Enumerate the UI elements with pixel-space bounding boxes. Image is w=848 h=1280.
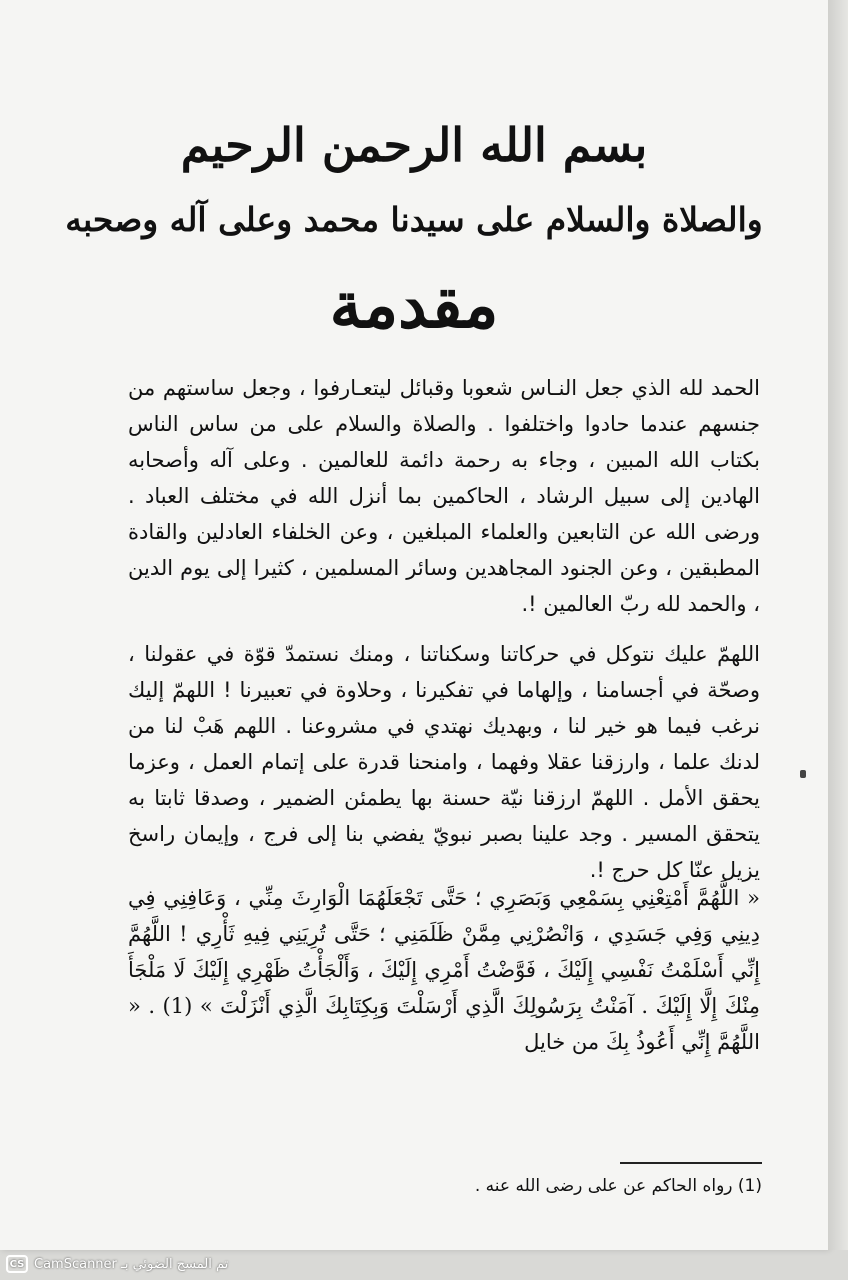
page-edge [828, 0, 848, 1250]
basmala-heading: بسم الله الرحمن الرحيم [180, 118, 648, 172]
footnote-divider [620, 1162, 762, 1164]
paragraph-hadith-prayer [128, 880, 760, 1060]
paragraph-praise [128, 370, 760, 622]
salat-heading: والصلاة والسلام على سيدنا محمد وعلى آله وصحبه [65, 200, 763, 239]
page-title: مقدمة [329, 268, 499, 343]
camscanner-watermark [6, 1253, 228, 1275]
paragraph-text: « اللَّهُمَّ أَمْتِعْنِي بِسَمْعِي وَبَصَرِي ؛ حَتَّى تَجْعَلَهُمَا الْوَارِثَ مِنِّي ، وَعَافِنِي فِي دِينِي وَفِي جَسَدِي ، وَانْصُرْنِي مِمَّنْ ظَلَمَنِي ؛ حَتَّى تُرِيَنِي فِيهِ ثَأْرِي ! اللَّهُمَّ إِنِّي أَسْلَمْتُ نَفْسِي إِلَيْكَ ، فَوَّضْتُ أَمْرِي إِلَيْكَ ، وَأَلْجَأْتُ ظَهْرِي إِلَيْكَ لَا مَلْجَأَ مِنْكَ إِلَّا إِلَيْكَ . آمَنْتُ بِرَسُولِكَ الَّذِي أَرْسَلْتَ وَبِكِتَابِكَ الَّذِي أَنْزَلْتَ » (1) . « اللَّهُمَّ إِنِّي أَعُوذُ بِكَ من خايل [128, 886, 761, 1054]
paragraph-supplication [128, 636, 760, 888]
margin-mark [800, 770, 806, 778]
watermark-text: CamScanner تم المسح الضوئي بـ [34, 1256, 229, 1272]
paragraph-text: الحمد لله الذي جعل النـاس شعوبا وقبائل ليتعـارفوا ، وجعل ساستهم من جنسهم عندما حادوا واختلفوا . والصلاة والسلام على من ساس الناس بكتاب الله المبين ، وجاء به رحمة دائمة للعالمين . وعلى آله وأصحابه الهادين إلى سبيل الرشاد ، الحاكمين بما أنزل الله في مختلف العباد . ورضى الله عن التابعين والعلماء المبلغين ، وعن الخلفاء العادلين والقادة المطبقين ، وعن الجنود المجاهدين وسائر المسلمين ، كثيرا إلى يوم الدين ، والحمد لله ربّ العالمين !. [128, 376, 760, 616]
footnote: (1) رواه الحاكم عن على رضى الله عنه . [474, 1176, 762, 1196]
paragraph-text: اللهمّ عليك نتوكل في حركاتنا وسكناتنا ، ومنك نستمدّ قوّة في عقولنا ، وصحّة في أجسامنا ، وإلهاما في تفكيرنا ، وحلاوة في تعبيرنا ! اللهمّ إليك نرغب فيما هو خير لنا ، وبهديك نهتدي في مشروعنا . اللهم هَبْ لنا من لدنك علما ، وارزقنا عقلا وفهما ، وامنحنا قدرة على إتمام العمل ، وعزما يحقق الأمل . اللهمّ ارزقنا نيّة حسنة بها يطمئن الضمير ، وصدقا ثابتا به يتحقق المسير . وجد علينا بصبر نبويّ يفضي بنا إلى فرج ، وإيمان راسخ يزيل عنّا كل حرج !. [128, 642, 760, 882]
camscanner-logo-icon: CS [6, 1255, 28, 1273]
